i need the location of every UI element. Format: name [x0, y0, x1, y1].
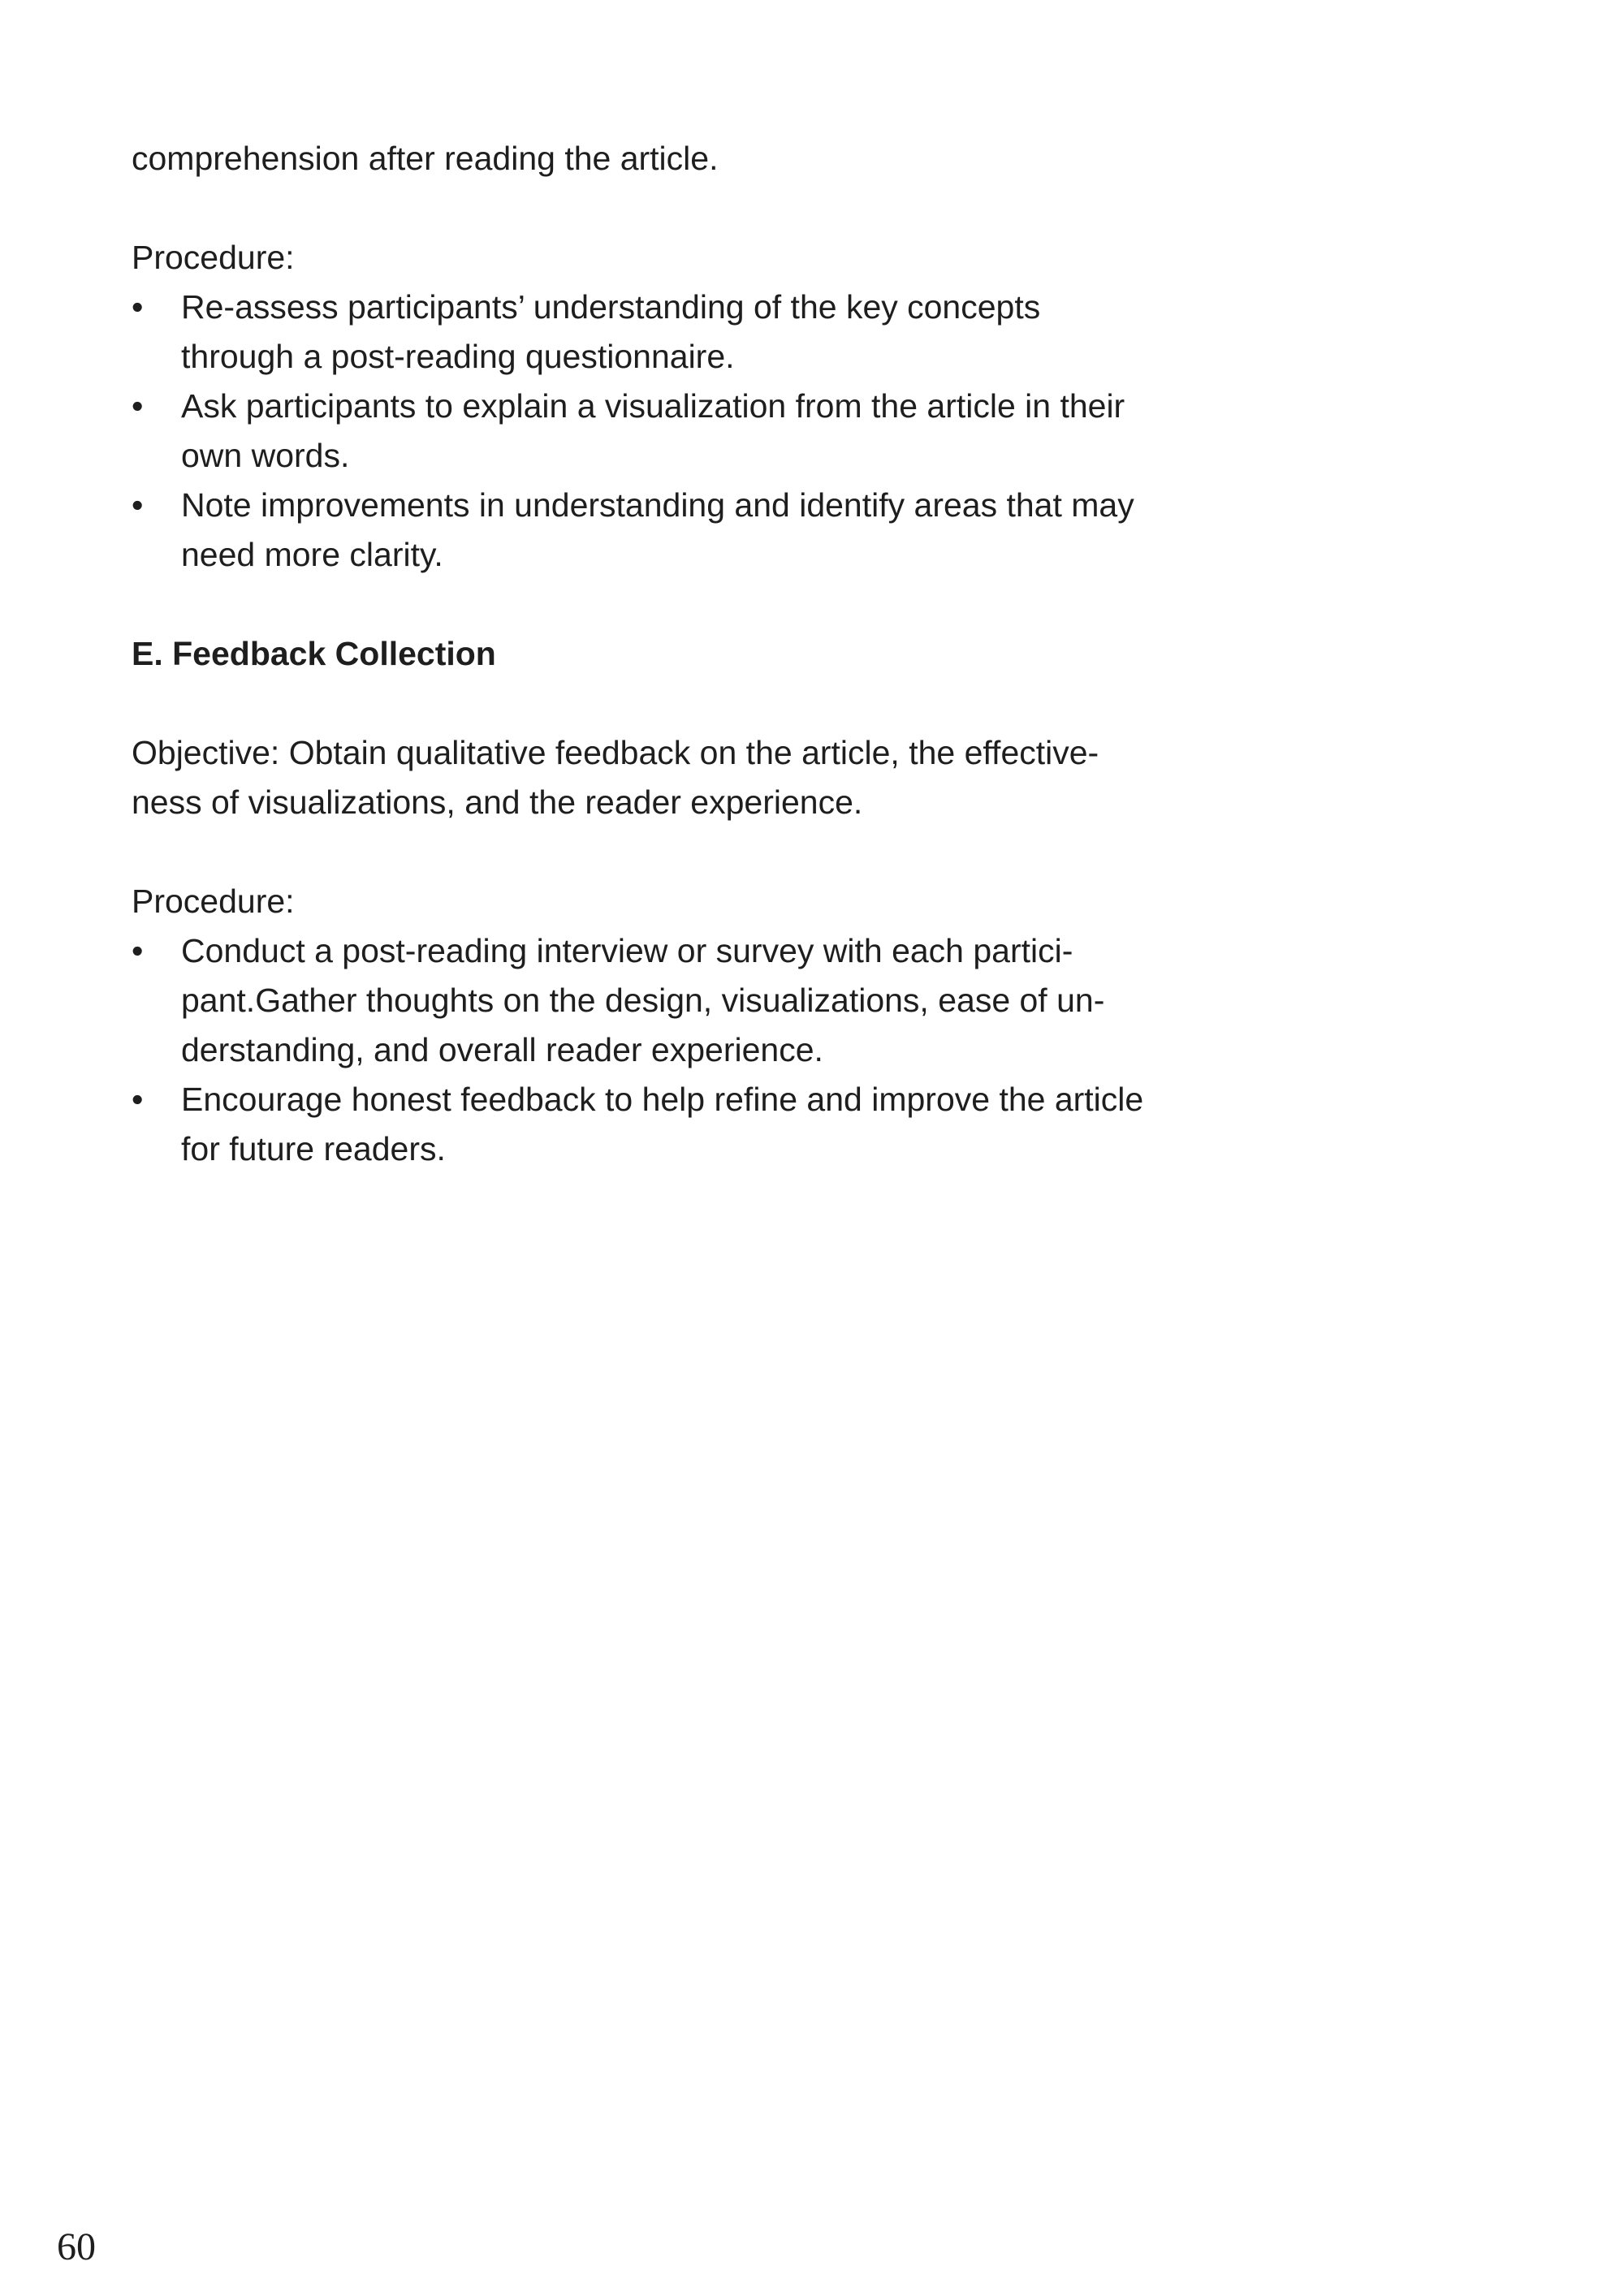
bullet-icon: •: [132, 387, 144, 425]
section-heading: E. Feedback Collection: [132, 635, 496, 672]
list-item-line: pant.Gather thoughts on the design, visualizations, ease of un-: [181, 982, 1105, 1019]
list-item: [132, 481, 1187, 580]
objective-line: Objective: Obtain qualitative feedback on the article, the effective-: [132, 734, 1099, 771]
objective-line: ness of visualizations, and the reader experience.: [132, 783, 863, 821]
list-item-line: Conduct a post-reading interview or survey with each partici-: [181, 932, 1073, 969]
procedure-list-e: [132, 926, 1187, 1174]
list-item: [132, 382, 1187, 481]
list-item-line: through a post-reading questionnaire.: [181, 338, 735, 375]
list-item: [132, 926, 1187, 1075]
page-content: [132, 134, 1187, 1174]
list-item-line: own words.: [181, 437, 350, 474]
list-item: [132, 1075, 1187, 1174]
list-item-line: for future readers.: [181, 1130, 446, 1167]
list-item-line: Encourage honest feedback to help refine and improve the article: [181, 1081, 1144, 1118]
bullet-icon: •: [132, 288, 144, 326]
list-item: [132, 283, 1187, 382]
list-item-line: need more clarity.: [181, 536, 443, 573]
bullet-icon: •: [132, 486, 144, 524]
bullet-icon: •: [132, 932, 144, 969]
procedure-label-d: Procedure:: [132, 239, 295, 276]
objective-paragraph: [132, 728, 1187, 827]
list-item-line: derstanding, and overall reader experience.: [181, 1031, 823, 1068]
procedure-label-e: Procedure:: [132, 883, 295, 920]
list-item-line: Re-assess participants’ understanding of the key concepts: [181, 288, 1041, 326]
procedure-list-d: [132, 283, 1187, 580]
list-item-line: Ask participants to explain a visualization from the article in their: [181, 387, 1125, 425]
bullet-icon: •: [132, 1081, 144, 1118]
intro-line: comprehension after reading the article.: [132, 140, 719, 177]
list-item-line: Note improvements in understanding and identify areas that may: [181, 486, 1134, 524]
page-number: 60: [57, 2225, 96, 2268]
